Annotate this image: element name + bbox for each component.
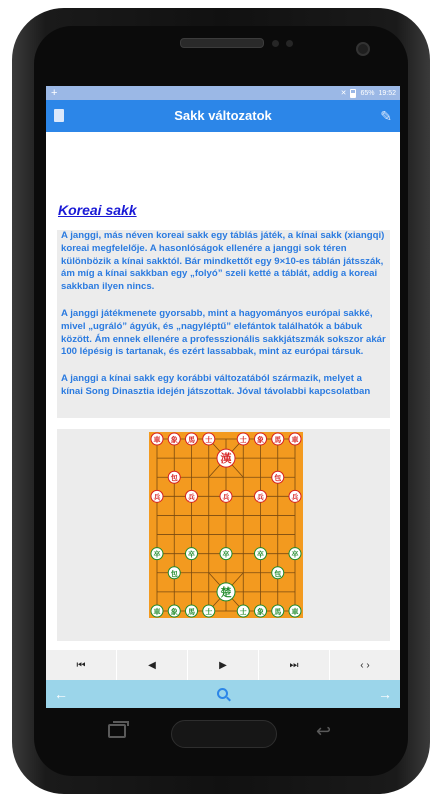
content-area[interactable] xyxy=(46,132,400,650)
clock: 19:52 xyxy=(378,89,396,97)
red-piece-label: 漢 xyxy=(220,452,232,466)
red-piece-label: 象 xyxy=(170,436,178,444)
battery-percent: 65% xyxy=(360,89,375,97)
red-piece-label: 馬 xyxy=(274,436,282,444)
status-icons xyxy=(341,86,396,100)
red-piece-label: 車 xyxy=(291,436,299,444)
red-piece-label: 包 xyxy=(274,474,282,483)
screen xyxy=(46,86,400,708)
green-piece-label: 象 xyxy=(170,608,178,616)
navigation-controls xyxy=(46,650,400,680)
forward-arrow-icon[interactable]: → xyxy=(378,686,392,702)
green-piece-label: 楚 xyxy=(220,585,232,599)
status-bar xyxy=(46,86,400,100)
green-piece-label: 馬 xyxy=(274,608,282,616)
green-piece-label: 卒 xyxy=(188,550,195,559)
green-piece-label: 卒 xyxy=(291,550,299,559)
green-piece-label: 士 xyxy=(205,608,213,616)
green-piece-label: 車 xyxy=(291,608,299,616)
red-piece-label: 兵 xyxy=(153,493,161,502)
green-piece-label: 包 xyxy=(274,569,282,578)
last-move-button[interactable]: ⏭ xyxy=(259,650,330,680)
first-move-button[interactable]: ⏮ xyxy=(46,650,117,680)
red-piece-label: 士 xyxy=(239,436,247,444)
paragraph-3: A janggi a kínai sakk egy korábbi változatából származik, melyet a kínai Song Dinasztia idején játszottak. Jóval távolabbi kapcsolatban xyxy=(61,373,371,397)
red-piece-label: 馬 xyxy=(188,436,195,444)
battery-icon xyxy=(350,89,356,98)
previous-move-button[interactable]: ◀ xyxy=(117,650,188,680)
janggi-board-graphic xyxy=(149,432,303,618)
flip-board-button[interactable]: ‹ › xyxy=(360,659,370,671)
article-heading[interactable]: Koreai sakk xyxy=(58,202,137,218)
red-piece-label: 兵 xyxy=(291,493,299,502)
green-piece-label: 象 xyxy=(257,608,264,616)
mute-icon: ✕ xyxy=(340,90,347,97)
article-text[interactable] xyxy=(57,230,390,418)
paragraph-2: A janggi játékmenete gyorsabb, mint a hagyományos európai sakké, mivel „ugráló” ágyúk, és „nagyléptű” elefántok találhatók a bábuk között. Ám ennek ellenére a professzionális sakkjátszmák sokszor akár 100 lépésig is tartanak, és ezért lassabbak, mint az európai társuk. xyxy=(61,307,386,358)
red-piece-label: 車 xyxy=(153,436,161,444)
earpiece-speaker xyxy=(180,38,264,48)
plus-icon: + xyxy=(51,87,58,99)
green-piece-label: 馬 xyxy=(188,608,195,616)
app-title: Sakk változatok xyxy=(174,108,272,123)
recent-apps-icon[interactable] xyxy=(108,724,126,738)
red-piece-label: 士 xyxy=(205,436,213,444)
front-camera xyxy=(356,42,370,56)
hardware-keys xyxy=(46,718,400,748)
paragraph-1: A janggi, más néven koreai sakk egy táblás játék, a kínai sakk (xiangqi) koreai megfelelője. A hasonlóságok ellenére a janggi sok téren különbözik a kínai sakktól. Bár mindkettőt egy 9×10-es táblán játsszák, ám míg a kínai sakkban egy „folyó” szeli ketté a táblát, addig a koreai sakkban ilyen nincs. xyxy=(61,230,385,293)
red-piece-label: 兵 xyxy=(188,493,195,502)
red-piece-label: 兵 xyxy=(222,493,230,502)
search-icon[interactable] xyxy=(217,688,228,699)
back-icon[interactable]: ↩ xyxy=(316,721,332,741)
red-piece-label: 包 xyxy=(170,474,178,483)
janggi-board xyxy=(149,432,303,618)
green-piece-label: 卒 xyxy=(153,550,161,559)
board-image-panel xyxy=(57,429,390,641)
green-piece-label: 包 xyxy=(170,569,178,578)
home-button[interactable] xyxy=(171,720,277,748)
green-piece-label: 卒 xyxy=(222,550,230,559)
light-sensor xyxy=(286,40,293,47)
red-piece-label: 象 xyxy=(257,436,264,444)
app-bar xyxy=(46,100,400,132)
back-arrow-icon[interactable]: ← xyxy=(54,686,68,702)
next-move-button[interactable]: ▶ xyxy=(188,650,259,680)
bottom-bar xyxy=(46,680,400,708)
green-piece-label: 車 xyxy=(153,608,161,616)
pencil-icon[interactable]: ✎ xyxy=(380,108,392,124)
green-piece-label: 卒 xyxy=(257,550,264,559)
proximity-sensor xyxy=(272,40,279,47)
red-piece-label: 兵 xyxy=(257,493,264,502)
green-piece-label: 士 xyxy=(239,608,247,616)
